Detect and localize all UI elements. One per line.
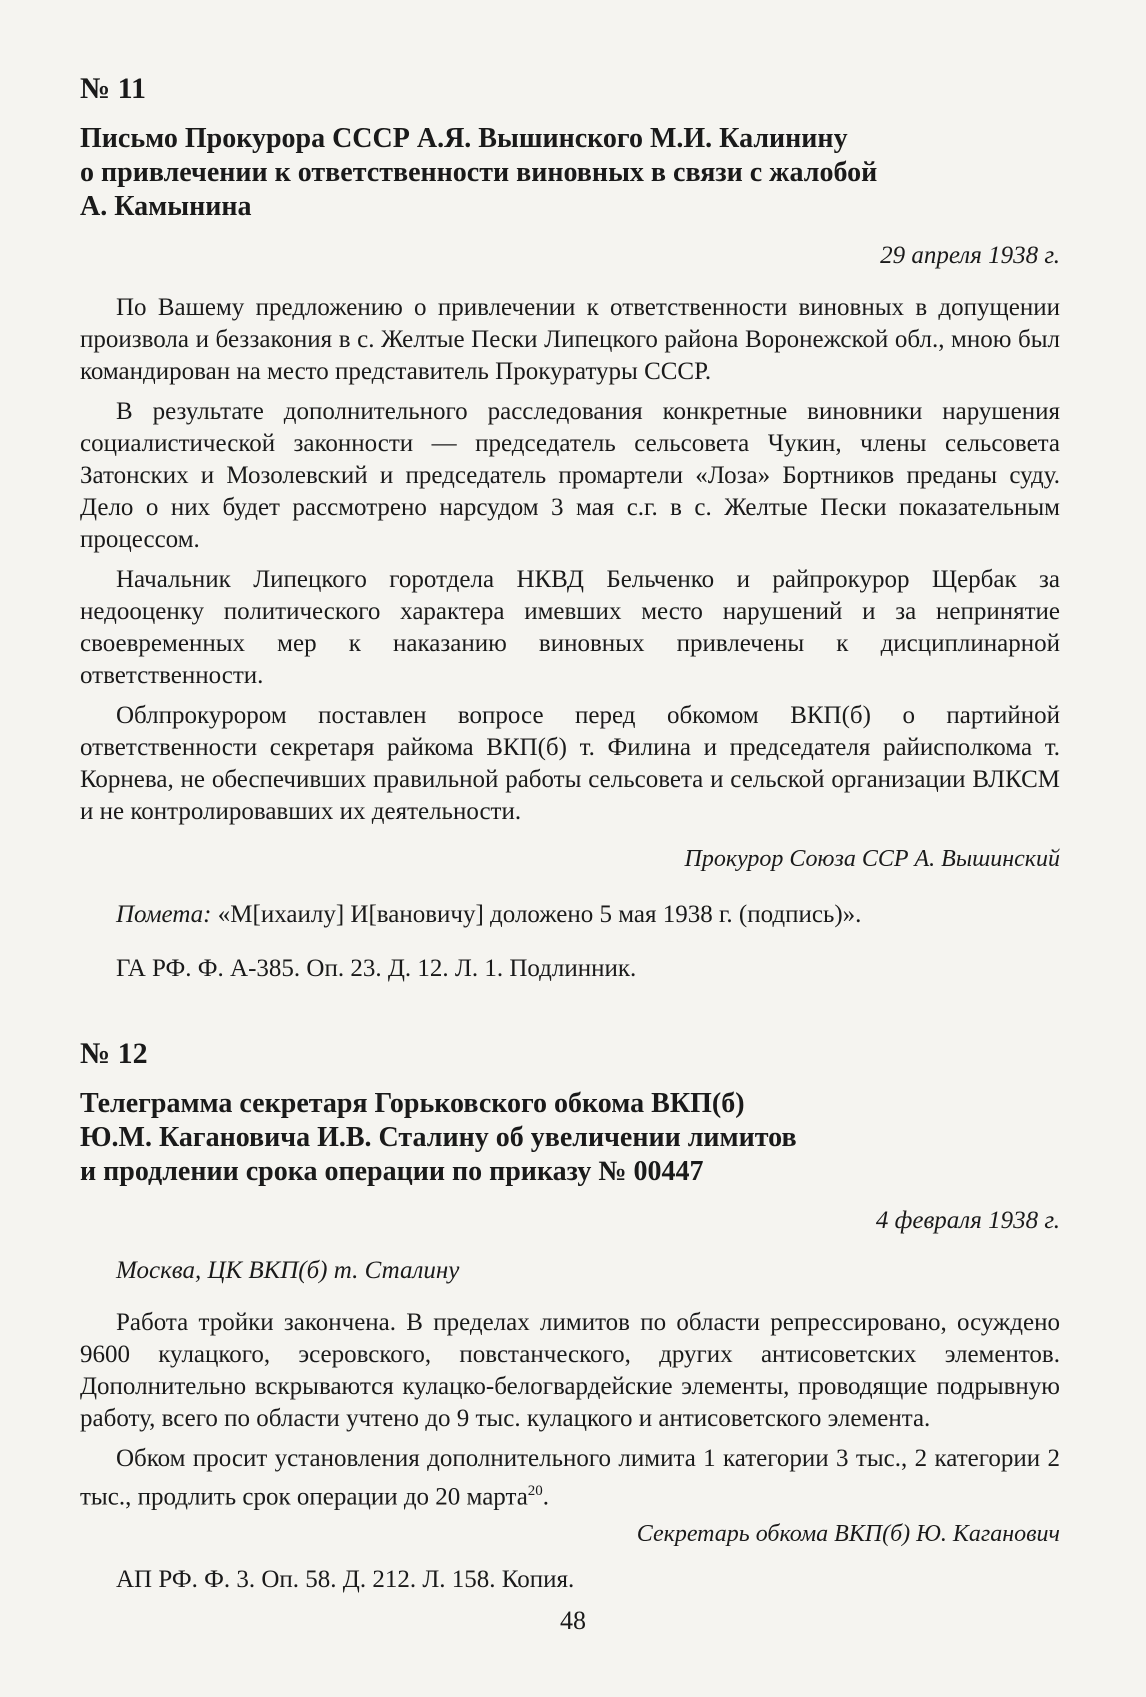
doc-12-title: [80, 1087, 1060, 1189]
doc-11-note: [80, 899, 1060, 931]
doc-11-signature: Прокурор Союза ССР А. Вышинский: [684, 846, 1060, 872]
section-spacer: [80, 985, 1060, 1037]
footnote-ref: 20: [527, 1483, 543, 1499]
doc-11-source: ГА РФ. Ф. А-385. Оп. 23. Д. 12. Л. 1. Подлинник.: [116, 955, 637, 982]
doc-11-date: 29 апреля 1938 г.: [880, 242, 1060, 269]
doc-12-para2-end: .: [542, 1483, 550, 1511]
doc-11-paragraph: Облпрокурором поставлен вопросе перед обкомом ВКП(б) о партийной ответственности секретаря райкома ВКП(б) т. Филина и председателя райисполкома т. Корнева, не обеспечивших правильной работы сельсовета и сельской организации ВЛКСМ и не контролировавших их деятельности.: [80, 702, 1060, 825]
doc-12-para2-text: Обком просит установления дополнительного лимита 1 категории 3 тыс., 2 категории 2 тыс., продлить срок операции до 20 марта: [80, 1445, 1060, 1511]
doc-11-note-label: Помета:: [116, 901, 212, 928]
doc-11-note-text: «М[ихаилу] И[вановичу] доложено 5 мая 1938 г. (подпись)».: [217, 901, 862, 928]
doc-12-title-line: Ю.М. Кагановича И.В. Сталину об увеличении лимитов: [80, 1122, 797, 1153]
doc-12-date: 4 февраля 1938 г.: [875, 1207, 1060, 1234]
doc-11-number: № 11: [80, 72, 146, 105]
doc-12-number: № 12: [80, 1037, 148, 1070]
doc-12-paragraph-2: [80, 1443, 1060, 1513]
page-number: 48: [560, 1606, 586, 1635]
doc-11-paragraph: Начальник Липецкого горотдела НКВД Бельченко и райпрокурор Щербак за недооценку политического характера имевших место нарушений и за непринятие своевременных мер к наказанию виновных привлечены к дисциплинарной ответственности.: [80, 566, 1060, 689]
doc-11-paragraph: В результате дополнительного расследования конкретные виновники нарушения социалистической законности — председатель сельсовета Чукин, члены сельсовета Затонских и Мозолевский и председатель промартели «Лоза» Бортников преданы суду. Дело о них будет рассмотрено нарсудом 3 мая с.г. в с. Желтые Пески показательным процессом.: [80, 398, 1060, 553]
doc-12-paragraph: Работа тройки закончена. В пределах лимитов по области репрессировано, осуждено 9600 кулацкого, эсеровского, повстанческого, других антисоветских элементов. Дополнительно вскрываются кулацко-белогвардейские элементы, проводящие подрывную работу, всего по области учтено до 9 тыс. кулацкого и антисоветского элемента.: [80, 1309, 1060, 1432]
page-content: [80, 72, 1060, 1596]
doc-11-paragraph: По Вашему предложению о привлечении к ответственности виновных в допущении произвола и беззакония в с. Желтые Пески Липецкого района Воронежской обл., мною был командирован на место представитель Прокуратуры СССР.: [80, 294, 1060, 385]
doc-11-title: [80, 122, 1060, 224]
doc-11-title-line: А. Камынина: [80, 191, 252, 222]
document-12: [80, 1037, 1060, 1596]
doc-12-title-line: Телеграмма секретаря Горьковского обкома ВКП(б): [80, 1088, 745, 1119]
doc-12-addressee: Москва, ЦК ВКП(б) т. Сталину: [116, 1257, 460, 1284]
doc-11-title-line: Письмо Прокурора СССР А.Я. Вышинского М.И. Калинину: [80, 123, 848, 154]
doc-12-signature: Секретарь обкома ВКП(б) Ю. Каганович: [636, 1521, 1060, 1548]
document-11: [80, 72, 1060, 985]
doc-12-source: АП РФ. Ф. 3. Оп. 58. Д. 212. Л. 158. Копия.: [116, 1566, 575, 1594]
doc-11-title-line: о привлечении к ответственности виновных в связи с жалобой: [80, 157, 878, 188]
doc-12-title-line: и продлении срока операции по приказу № 00447: [80, 1156, 704, 1187]
